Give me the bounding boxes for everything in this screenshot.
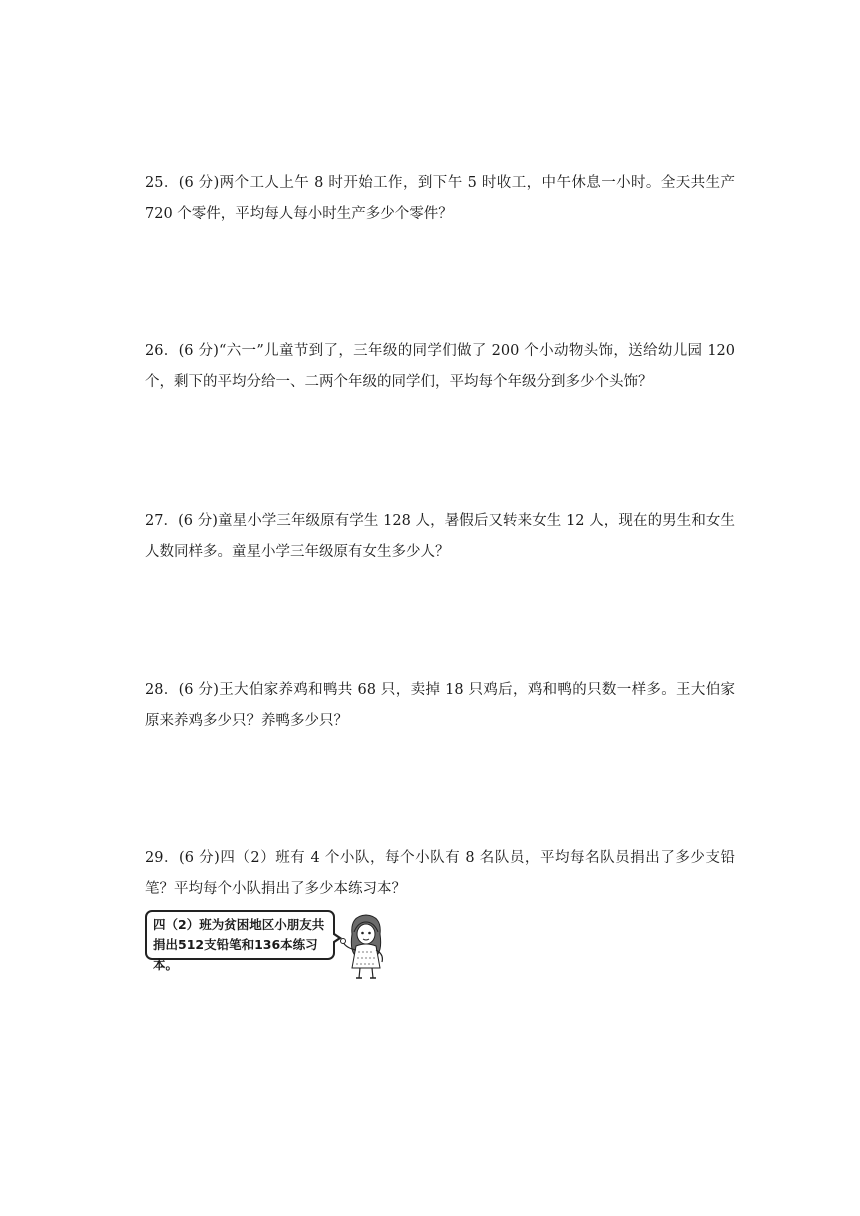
problem-text: (6 分)两个工人上午 8 时开始工作，到下午 5 时收工，中午休息一小时。全天共生产 720 个零件，平均每人每小时生产多少个零件？ (145, 175, 735, 222)
speech-bubble-line-2: 捐出512支铅笔和136本练习本。 (153, 937, 318, 972)
problem-number: 28． (145, 682, 179, 698)
problem-text: (6 分)童星小学三年级原有学生 128 人，暑假后又转来女生 12 人，现在的男生和女生人数同样多。童星小学三年级原有女生多少人？ (145, 513, 735, 560)
problem-text: (6 分)四（2）班有 4 个小队，每个小队有 8 名队员，平均每名队员捐出了多少支铅笔？平均每个小队捐出了多少本练习本？ (145, 850, 735, 897)
problem-number: 29． (145, 850, 180, 866)
problem-text: (6 分)“六一”儿童节到了，三年级的同学们做了 200 个小动物头饰，送给幼儿园 120 个，剩下的平均分给一、二两个年级的同学们，平均每个年级分到多少个头饰？ (145, 343, 736, 390)
problem-26 (145, 336, 735, 398)
problem-number: 25． (145, 175, 179, 191)
problem-29 (145, 843, 735, 905)
speech-bubble (145, 910, 335, 972)
problem-28 (145, 675, 735, 737)
speech-bubble-line-1: 四（2）班为贫困地区小朋友共 (153, 917, 325, 932)
problem-text: (6 分)王大伯家养鸡和鸭共 68 只，卖掉 18 只鸡后，鸡和鸭的只数一样多。王大伯家原来养鸡多少只？养鸭多少只？ (145, 682, 736, 729)
problem-25 (145, 168, 735, 230)
problem-number: 27． (145, 513, 179, 529)
problem-27 (145, 506, 735, 568)
problem-number: 26． (145, 343, 179, 359)
girl-speaking-icon (338, 912, 394, 980)
